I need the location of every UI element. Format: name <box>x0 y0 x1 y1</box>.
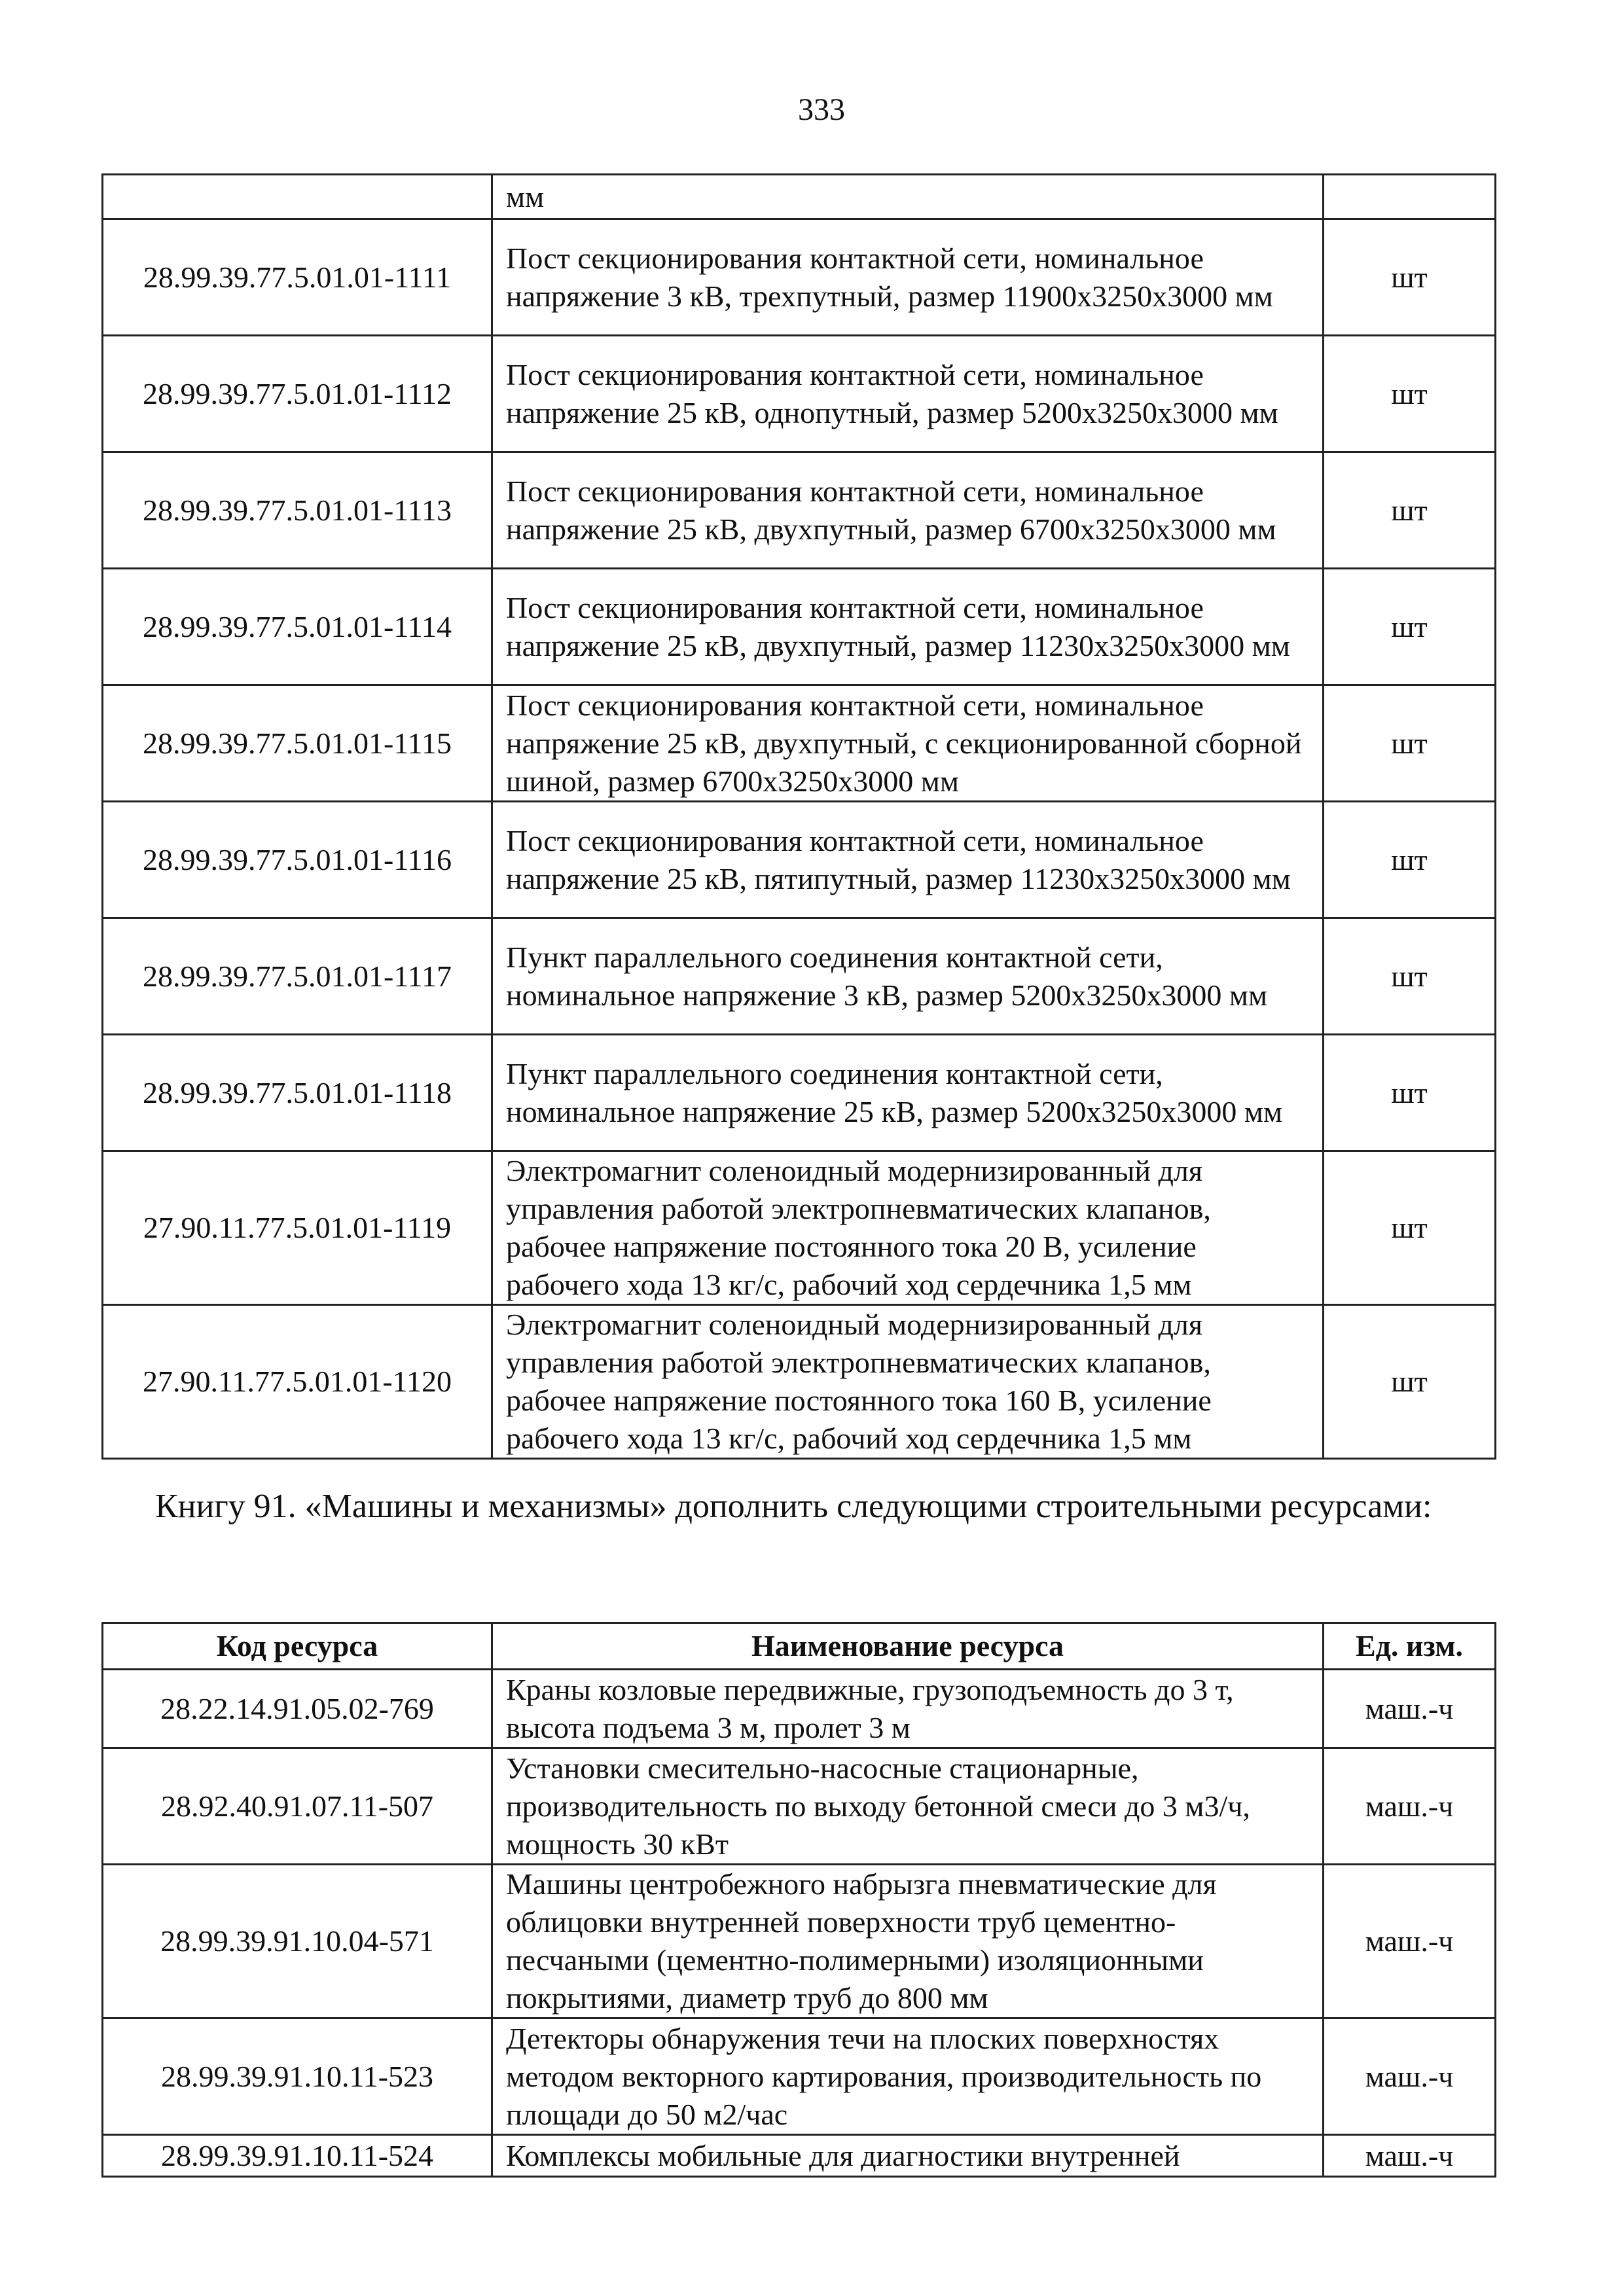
resource-unit: шт <box>1324 1151 1496 1305</box>
resource-unit: маш.-ч <box>1324 1748 1496 1865</box>
resource-unit: шт <box>1324 1305 1496 1459</box>
resource-code <box>103 175 492 219</box>
table-row <box>103 452 1496 569</box>
column-header-unit: Ед. изм. <box>1324 1623 1496 1670</box>
table-row <box>103 2135 1496 2177</box>
resource-name: Пост секционирования контактной сети, номинальное напряжение 3 кВ, трехпутный, размер 11900х3250х3000 мм <box>492 219 1324 336</box>
resource-name: Электромагнит соленоидный модернизированный для управления работой электропневматических клапанов, рабочее напряжение постоянного тока 20 В, усиление рабочего хода 13 кг/с, рабочий ход сердечника 1,5 мм <box>492 1151 1324 1305</box>
resource-unit: маш.-ч <box>1324 1670 1496 1748</box>
resource-code: 28.99.39.77.5.01.01-1111 <box>103 219 492 336</box>
resource-unit: шт <box>1324 802 1496 918</box>
resource-unit: шт <box>1324 336 1496 452</box>
table-row <box>103 918 1496 1035</box>
resource-name: Пост секционирования контактной сети, номинальное напряжение 25 кВ, двухпутный, размер 11230х3250х3000 мм <box>492 569 1324 685</box>
table-row <box>103 1305 1496 1459</box>
resource-code: 28.22.14.91.05.02-769 <box>103 1670 492 1748</box>
resource-code: 27.90.11.77.5.01.01-1119 <box>103 1151 492 1305</box>
resource-unit: шт <box>1324 685 1496 802</box>
resource-name: Пост секционирования контактной сети, номинальное напряжение 25 кВ, пятипутный, размер 11230х3250х3000 мм <box>492 802 1324 918</box>
resource-name: Детекторы обнаружения течи на плоских поверхностях методом векторного картирования, производительность по площади до 50 м2/час <box>492 2018 1324 2135</box>
resource-code: 28.92.40.91.07.11-507 <box>103 1748 492 1865</box>
table-row <box>103 1670 1496 1748</box>
resource-code: 28.99.39.91.10.11-524 <box>103 2135 492 2177</box>
table-row <box>103 336 1496 452</box>
table-row <box>103 1151 1496 1305</box>
resource-unit: маш.-ч <box>1324 2018 1496 2135</box>
resource-code: 28.99.39.77.5.01.01-1113 <box>103 452 492 569</box>
machines-resources-table <box>101 1622 1496 2178</box>
resource-code: 28.99.39.77.5.01.01-1116 <box>103 802 492 918</box>
table-row <box>103 219 1496 336</box>
section-paragraph: Книгу 91. «Машины и механизмы» дополнить следующими строительными ресурсами: <box>155 1488 1432 1525</box>
table-row <box>103 1748 1496 1865</box>
page-number: 333 <box>798 92 845 127</box>
resource-name: Пункт параллельного соединения контактной сети, номинальное напряжение 3 кВ, размер 5200х3250х3000 мм <box>492 918 1324 1035</box>
table-row <box>103 2018 1496 2135</box>
resource-name: Пункт параллельного соединения контактной сети, номинальное напряжение 25 кВ, размер 5200х3250х3000 мм <box>492 1035 1324 1151</box>
table-row <box>103 685 1496 802</box>
resource-name: Комплексы мобильные для диагностики внутренней <box>492 2135 1324 2177</box>
resource-code: 27.90.11.77.5.01.01-1120 <box>103 1305 492 1459</box>
table-row <box>103 802 1496 918</box>
resource-name: Установки смесительно-насосные стационарные, производительность по выходу бетонной смеси до 3 м3/ч, мощность 30 кВт <box>492 1748 1324 1865</box>
resource-code: 28.99.39.91.10.11-523 <box>103 2018 492 2135</box>
resource-unit: шт <box>1324 452 1496 569</box>
resource-code: 28.99.39.77.5.01.01-1114 <box>103 569 492 685</box>
resource-name: Краны козловые передвижные, грузоподъемность до 3 т, высота подъема 3 м, пролет 3 м <box>492 1670 1324 1748</box>
resource-name: мм <box>492 175 1324 219</box>
resource-code: 28.99.39.77.5.01.01-1118 <box>103 1035 492 1151</box>
resource-code: 28.99.39.77.5.01.01-1115 <box>103 685 492 802</box>
resource-name: Пост секционирования контактной сети, номинальное напряжение 25 кВ, однопутный, размер 5200х3250х3000 мм <box>492 336 1324 452</box>
resources-table-continued <box>101 173 1496 1460</box>
resource-name: Электромагнит соленоидный модернизированный для управления работой электропневматических клапанов, рабочее напряжение постоянного тока 160 В, усиление рабочего хода 13 кг/с, рабочий ход сердечника 1,5 мм <box>492 1305 1324 1459</box>
table-header-row <box>103 1623 1496 1670</box>
resource-name: Пост секционирования контактной сети, номинальное напряжение 25 кВ, двухпутный, с секционированной сборной шиной, размер 6700х3250х3000 мм <box>492 685 1324 802</box>
resource-unit: шт <box>1324 219 1496 336</box>
resource-unit: шт <box>1324 569 1496 685</box>
resource-unit: шт <box>1324 1035 1496 1151</box>
resource-unit: маш.-ч <box>1324 1865 1496 2018</box>
table-row <box>103 1035 1496 1151</box>
resource-unit <box>1324 175 1496 219</box>
resource-code: 28.99.39.77.5.01.01-1117 <box>103 918 492 1035</box>
table-row <box>103 175 1496 219</box>
resource-unit: шт <box>1324 918 1496 1035</box>
resource-name: Пост секционирования контактной сети, номинальное напряжение 25 кВ, двухпутный, размер 6700х3250х3000 мм <box>492 452 1324 569</box>
resource-code: 28.99.39.91.10.04-571 <box>103 1865 492 2018</box>
column-header-name: Наименование ресурса <box>492 1623 1324 1670</box>
resource-name: Машины центробежного набрызга пневматические для облицовки внутренней поверхности труб цементно-песчаными (цементно-полимерными) изоляционными покрытиями, диаметр труб до 800 мм <box>492 1865 1324 2018</box>
table-row <box>103 569 1496 685</box>
column-header-code: Код ресурса <box>103 1623 492 1670</box>
resource-unit: маш.-ч <box>1324 2135 1496 2177</box>
table-row <box>103 1865 1496 2018</box>
resource-code: 28.99.39.77.5.01.01-1112 <box>103 336 492 452</box>
